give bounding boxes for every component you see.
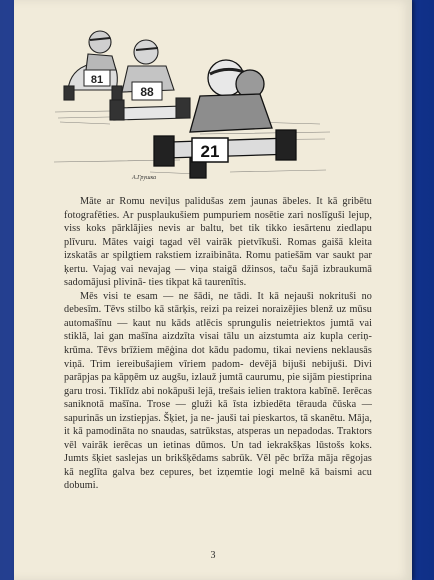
paragraph-2: Mēs visi te esam — ne šādi, ne tādi. It kā nejauši nokrituši no debesīm. Tēvs stilbo kā stārķis, reizi pa reizei noraizējies blenž uz mūsu automašīnu — kaut nu kāds atlēcis sprungulis neietriektos jumtā vai stiklā, lai gan mašīna aizdzīta visai tālu un aizstumta aiz kupla ceriņ- krūma. Tēvs brīžiem mēģina dot kādu padomu, tikai neviens neklausās viņā. Trim iereibušajiem vīriem padom- devējā bijuši nebijuši. Divi parāpjas pa kāpņēm uz augšu, izlauž jumtā caurumu, pie sijām piestiprina garu trosi. Tiklīdz abi nokāpuši lejā, trešais ielien traktora kabīnē. Ierēcas saniknotā mašīna. Trose — gluži kā īsta izbiedēta tērauda čūska — sapurinās un izstiepjas. Šķiet, ja ne- jauši tai pieskartos, tā skanētu. Māja, it kā pamodināta no snaudas, satrūkstas, atsperas un nepadodas. Traktors vēl vairāk ierēcas un ietinas dūmos. Un tad iekrakšķas lūstošs koks. Jumts šķiet saslejas un brikšķēdams sabrūk. Vēl pēc brīža māja rēgojas kā neglīta galva bez cepures, bet izņemtie logi melnē kā baismi acu dobumi. [64, 290, 372, 492]
kart-88 [110, 40, 190, 120]
page-number: 3 [210, 550, 216, 561]
go-kart-racers-illustration [50, 12, 332, 182]
book-page [14, 0, 412, 580]
kart-number-81: 81 [90, 74, 104, 86]
kart-81 [64, 31, 122, 100]
kart-number-21: 21 [200, 142, 220, 161]
kart-number-88: 88 [140, 85, 154, 99]
paragraph-1: Māte ar Romu neviļus palidušas zem jaunas ābeles. It kā gribētu fotografēties. Ar pusplaukušiem pumpuriem nosētie zari noslīguši lejup, viss koks pārklājies nevis ar baltu, bet tik tikko iesārtenu ziedlapu plīvuru. Mātes vaigi tagad vēl vairāk pietvīkuši. Romas gaišā kleita izskatās ar spilgtiem rakstiem izraibināta. Romu patiešām var saukt par ķertu. Vajag vai nevajag — viņa staigā džinsos, taču šajā izbraukumā sadomājusi plivinā- ties tikpat kā taurenītis. [64, 196, 372, 289]
story-text [64, 195, 372, 493]
artist-signature: А.Грушка [132, 175, 157, 181]
